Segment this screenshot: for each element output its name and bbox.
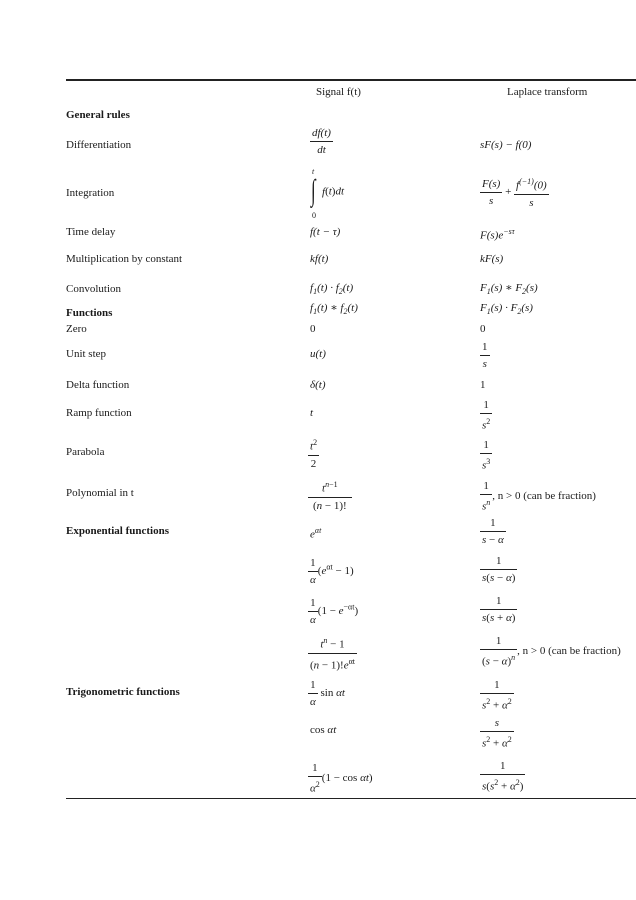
laplace-ramp: $\frac{1}{s^2}$ <box>482 399 491 432</box>
laplace-polynomial: $\frac{1}{s^n}$ , n > 0 (can be fraction) <box>482 480 596 513</box>
signal-time-delay: f(t − τ) <box>310 226 341 238</box>
signal-exp-1: $e^{\alpha t}$ <box>310 526 322 541</box>
row-label-time-delay: Time delay <box>66 226 116 238</box>
row-label-parabola: Parabola <box>66 446 105 458</box>
signal-unit-step: u(t) <box>310 348 326 360</box>
signal-ramp: t <box>310 407 314 419</box>
signal-parabola: $\frac{t^2}{2}$ <box>310 438 318 470</box>
laplace-exp-2: $\frac{1}{s(s - \alpha)}$ <box>482 555 516 584</box>
laplace-trig-3: $\frac{1}{s(s^2 + \alpha^2)}$ <box>482 760 524 793</box>
laplace-time-delay: $F(s)e^{-s\tau}$ <box>480 227 515 242</box>
laplace-column-header: Laplace transform <box>507 86 588 98</box>
row-label-delta-function: Delta function <box>66 379 130 391</box>
signal-zero: 0 <box>310 323 316 335</box>
signal-convolution-b: $f_1(t)$ ∗ $f_2(t)$ <box>310 302 358 317</box>
signal-integration: t ∫ 0 f(t)dt <box>311 167 345 220</box>
laplace-trig-2: $\frac{s}{s^2 + \alpha^2}$ <box>482 717 512 750</box>
exp-condition: , n > 0 (can be fraction) <box>517 644 621 657</box>
polynomial-condition: , n > 0 (can be fraction) <box>492 489 596 502</box>
row-label-differentiation: Differentiation <box>66 139 132 151</box>
row-label-polynomial: Polynomial in t <box>66 487 134 499</box>
section-functions: Functions <box>66 307 113 319</box>
signal-differentiation: $\frac{df(t)}{dt}$ <box>312 127 331 156</box>
signal-polynomial: $\frac{t^{n-1}}{(n - 1)!}$ <box>308 479 352 512</box>
section-general-rules: General rules <box>66 109 130 121</box>
signal-trig-1: $\frac{1}{\alpha}$ sin αt <box>310 679 345 708</box>
laplace-integration: $\frac{F(s)}{s}$ + $\frac{f^{(-1)}(0)}{s}$ <box>482 177 547 209</box>
signal-column-header: Signal f(t) <box>316 86 361 98</box>
row-label-unit-step: Unit step <box>66 348 107 360</box>
laplace-convolution-a: $F_1(s)$ ∗ $F_2(s)$ <box>480 282 538 297</box>
table-bottom-rule <box>66 798 636 799</box>
laplace-mult-const: kF(s) <box>480 253 504 265</box>
laplace-column <box>480 0 621 900</box>
section-trigonometric-functions: Trigonometric functions <box>66 686 180 698</box>
laplace-convolution-b: $F_1(s) \cdot F_2(s)$ <box>480 302 533 317</box>
signal-delta: δ(t) <box>310 379 326 391</box>
laplace-exp-3: $\frac{1}{s(s + \alpha)}$ <box>482 595 516 624</box>
laplace-unit-step: $\frac{1}{s}$ <box>482 341 488 370</box>
laplace-delta: 1 <box>480 379 486 391</box>
signal-mult-const: kf(t) <box>310 253 329 265</box>
signal-exp-3: $\frac{1}{\alpha}$ $(1 - e^{-\alpha t})$ <box>310 597 359 626</box>
row-label-multiplication-by-constant: Multiplication by constant <box>66 253 183 265</box>
laplace-differentiation: sF(s) − f(0) <box>480 139 532 151</box>
signal-trig-3: $\frac{1}{\alpha^2}$ (1 − cos αt) <box>310 762 373 795</box>
signal-trig-2: cos αt <box>310 724 337 736</box>
laplace-trig-1: $\frac{1}{s^2 + \alpha^2}$ <box>482 679 512 712</box>
laplace-exp-1: $\frac{1}{s - \alpha}$ <box>482 517 504 546</box>
laplace-zero: 0 <box>480 323 486 335</box>
signal-exp-2: $\frac{1}{\alpha}$ $(e^{\alpha t} - 1)$ <box>310 557 354 586</box>
signal-convolution-a: $f_1(t) \cdot f_2(t)$ <box>310 282 354 297</box>
section-exponential-functions: Exponential functions <box>66 525 169 537</box>
laplace-exp-4: $\frac{1}{(s - \alpha)^n}$ , n > 0 (can be fraction) <box>482 635 621 668</box>
row-label-convolution: Convolution <box>66 283 122 295</box>
row-label-integration: Integration <box>66 187 115 199</box>
laplace-parabola: $\frac{1}{s^3}$ <box>482 439 491 472</box>
row-label-ramp-function: Ramp function <box>66 407 132 419</box>
signal-exp-4: $\frac{t^n - 1}{(n - 1)!e^{\alpha t}}$ <box>310 636 356 672</box>
row-label-zero: Zero <box>66 323 87 335</box>
